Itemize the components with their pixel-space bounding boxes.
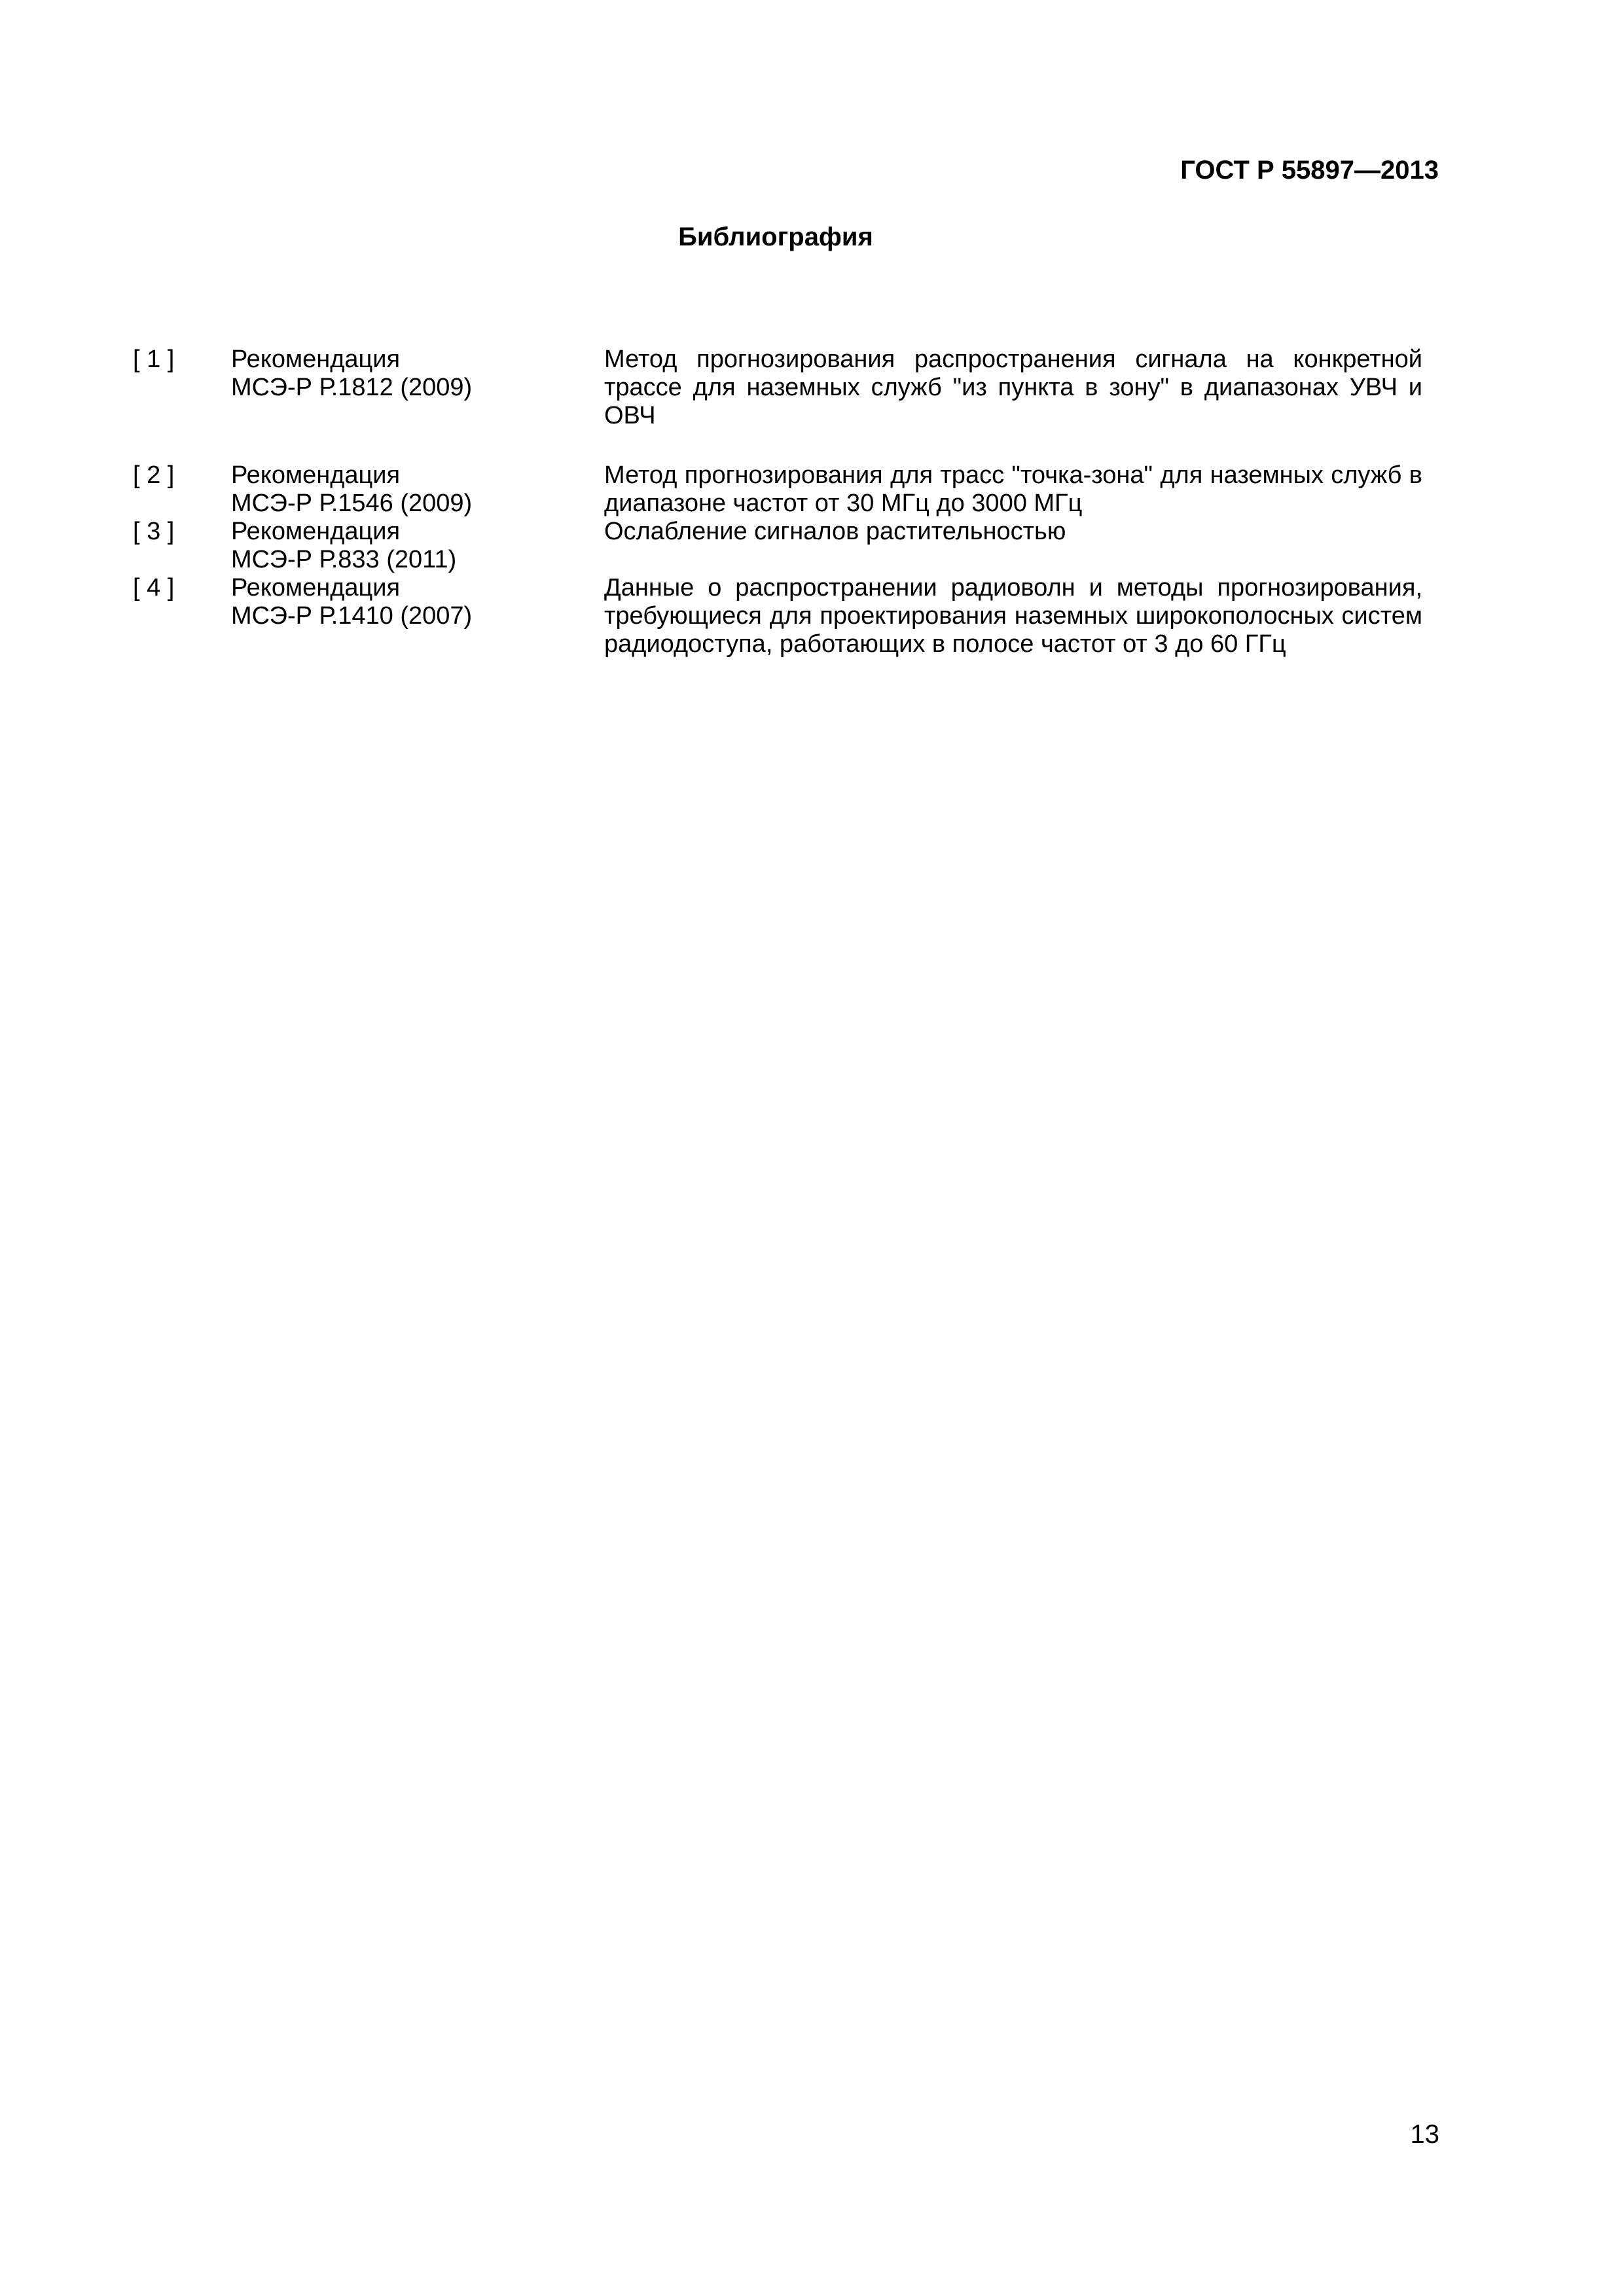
- entry-description: Ослабление сигналов растительностью: [604, 518, 1066, 545]
- entry-source-code: МСЭ-Р Р.833 (2011): [231, 546, 457, 573]
- entry-source-type: Рекомендация: [231, 574, 401, 601]
- entry-number: [ 1 ]: [133, 346, 175, 373]
- page-number: 13: [1410, 2120, 1439, 2149]
- entry-source: [231, 461, 585, 518]
- entry-source-code: МСЭ-Р Р.1812 (2009): [231, 374, 473, 401]
- page-title: Библиография: [678, 223, 873, 251]
- entry-source-type: Рекомендация: [231, 461, 401, 489]
- entry-source-type: Рекомендация: [231, 346, 401, 373]
- bibliography-entry: [0, 346, 1624, 461]
- entry-number: [ 4 ]: [133, 574, 175, 601]
- entry-number: [ 3 ]: [133, 518, 175, 545]
- document-id: ГОСТ Р 55897—2013: [1180, 156, 1439, 185]
- entry-source-code: МСЭ-Р Р.1546 (2009): [231, 490, 473, 517]
- entry-source-type: Рекомендация: [231, 518, 401, 545]
- bibliography-list: [0, 346, 1624, 666]
- entry-source: [231, 574, 585, 630]
- entry-source: [231, 518, 585, 574]
- entry-source-code: МСЭ-Р Р.1410 (2007): [231, 602, 473, 630]
- entry-source: [231, 346, 585, 402]
- entry-description: Данные о распространении радиоволн и методы прогнозирования, требующиеся для проектирования наземных широкополосных систем радиодоступа, работающих в полосе частот от 3 до 60 ГГц: [604, 574, 1422, 658]
- bibliography-entry: [0, 518, 1624, 574]
- entry-description: Метод прогнозирования для трасс "точка-зона" для наземных служб в диапазоне частот от 30 МГц до 3000 МГц: [604, 461, 1422, 517]
- entry-description: Метод прогнозирования распространения сигнала на конкретной трассе для наземных служб "из пункта в зону" в диапазонах УВЧ и ОВЧ: [604, 346, 1422, 429]
- bibliography-entry: [0, 574, 1624, 666]
- bibliography-entry: [0, 461, 1624, 518]
- entry-number: [ 2 ]: [133, 461, 175, 489]
